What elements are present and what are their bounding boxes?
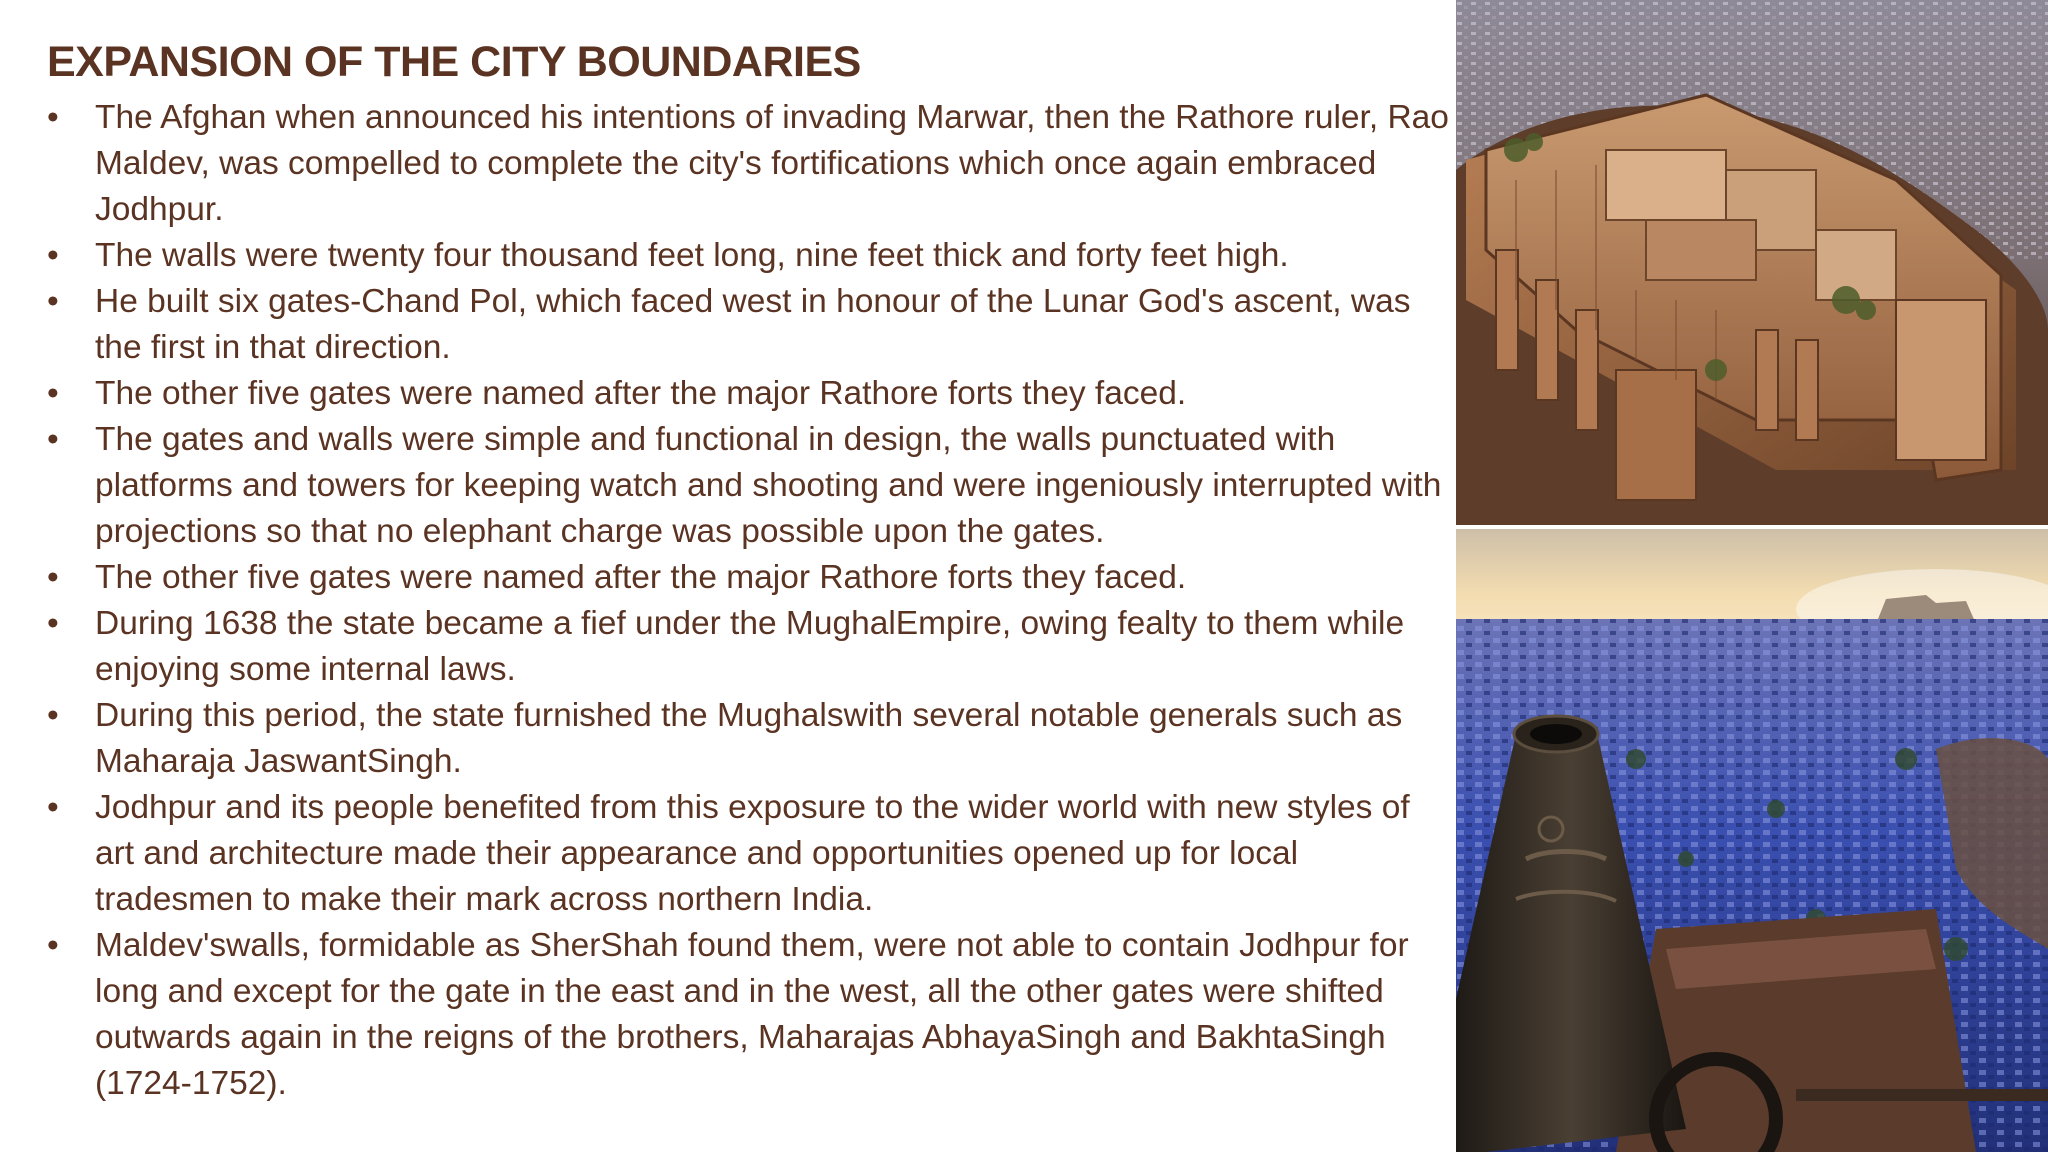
bullet-text: The other five gates were named after the major Rathore forts they faced. <box>95 559 1187 596</box>
bullet-marker: • <box>47 697 59 734</box>
bullet-marker: • <box>47 421 59 458</box>
blue-city-cannon-photo <box>1456 529 2048 1152</box>
bullet-item <box>47 785 1457 923</box>
bullet-marker: • <box>47 375 59 412</box>
bullet-item <box>47 693 1457 785</box>
bullet-text: During this period, the state furnished the Mughalswith several notable generals such as Maharaja JaswantSingh. <box>95 697 1403 780</box>
bullet-marker: • <box>47 789 59 826</box>
bullet-marker: • <box>47 283 59 320</box>
bullet-item <box>47 923 1457 1107</box>
bullet-marker: • <box>47 559 59 596</box>
bullet-text: The Afghan when announced his intentions of invading Marwar, then the Rathore ruler, Rao Maldev, was compelled to complete the city's fortifications which once again embraced Jodhpur. <box>95 99 1449 228</box>
bullet-list <box>47 95 1457 1107</box>
slide-title: EXPANSION OF THE CITY BOUNDARIES <box>47 38 861 86</box>
bullet-text: He built six gates-Chand Pol, which faced west in honour of the Lunar God's ascent, was the first in that direction. <box>95 283 1411 366</box>
bullet-text: The other five gates were named after the major Rathore forts they faced. <box>95 375 1187 412</box>
bullet-item <box>47 555 1457 601</box>
bullet-marker: • <box>47 927 59 964</box>
bullet-item <box>47 371 1457 417</box>
bullet-text: The gates and walls were simple and functional in design, the walls punctuated with platforms and towers for keeping watch and shooting and were ingeniously interrupted with projections so that no elephant charge was possible upon the gates. <box>95 421 1442 550</box>
fort-aerial-photo <box>1456 0 2048 529</box>
bullet-item <box>47 601 1457 693</box>
bullet-item <box>47 233 1457 279</box>
bullet-text: The walls were twenty four thousand feet long, nine feet thick and forty feet high. <box>95 237 1289 274</box>
bullet-marker: • <box>47 99 59 136</box>
bullet-marker: • <box>47 605 59 642</box>
bullet-text: Jodhpur and its people benefited from this exposure to the wider world with new styles of art and architecture made their appearance and opportunities opened up for local tradesmen to make their mark across northern India. <box>95 789 1410 918</box>
bullet-text: Maldev'swalls, formidable as SherShah found them, were not able to contain Jodhpur for long and except for the gate in the east and in the west, all the other gates were shifted outwards again in the reigns of the brothers, Maharajas AbhayaSingh and BakhtaSingh (1724-1752). <box>95 927 1409 1102</box>
bullet-item <box>47 95 1457 233</box>
bullet-item <box>47 279 1457 371</box>
bullet-marker: • <box>47 237 59 274</box>
bullet-item <box>47 417 1457 555</box>
bullet-text: During 1638 the state became a fief under the MughalEmpire, owing fealty to them while enjoying some internal laws. <box>95 605 1405 688</box>
